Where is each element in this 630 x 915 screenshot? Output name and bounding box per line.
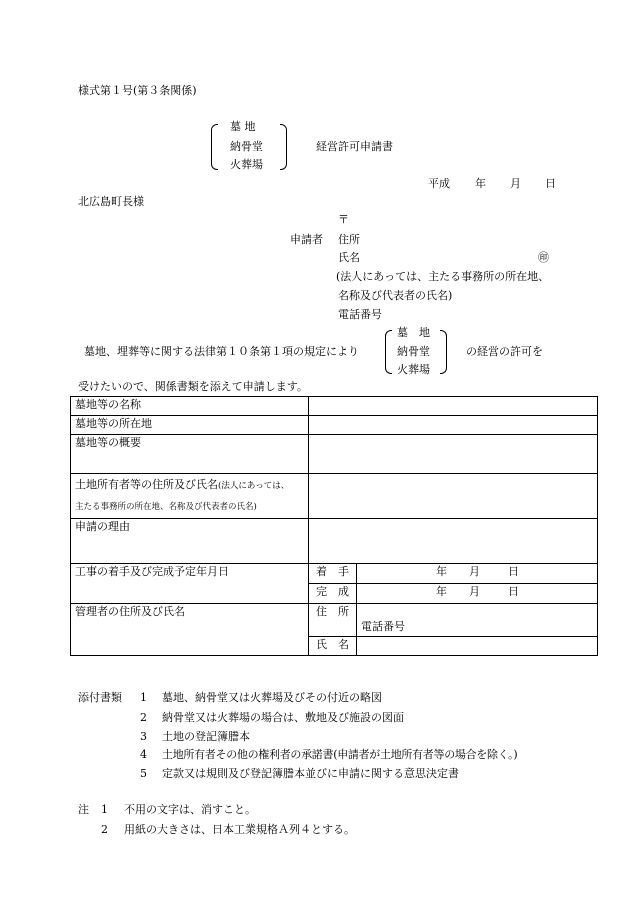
cell-name-value[interactable] xyxy=(309,397,598,416)
attachment-num: 2 xyxy=(140,711,147,724)
attachment-item: 土地の登記簿謄本 xyxy=(162,730,250,743)
attachment-num: 1 xyxy=(140,691,147,704)
complete-date-cell[interactable] xyxy=(357,584,598,604)
body-text-after: の経営の許可を xyxy=(466,345,543,358)
attachment-num: 3 xyxy=(140,730,147,743)
table-row xyxy=(71,416,598,435)
applicant-note-line2: 名称及び代表者の氏名) xyxy=(338,289,453,302)
applicant-note-line1: (法人にあっては、主たる事務所の所在地、 xyxy=(336,270,550,283)
applicant-name-label: 氏名 xyxy=(338,251,360,264)
complete-day: 日 xyxy=(508,585,519,598)
cell-owner-value[interactable] xyxy=(309,474,598,519)
row-label-name: 墓地等の名称 xyxy=(71,397,309,416)
row-label-location: 墓地等の所在地 xyxy=(71,416,309,435)
complete-label: 完 成 xyxy=(309,584,357,604)
manager-address-label: 住 所 xyxy=(309,604,357,637)
manager-name-cell[interactable] xyxy=(357,637,598,656)
row-label-manager: 管理者の住所及び氏名 xyxy=(71,604,309,656)
date-era: 平成 xyxy=(428,177,450,190)
application-table xyxy=(70,396,598,656)
table-row xyxy=(71,519,598,564)
note-num: 2 xyxy=(101,823,108,836)
complete-month: 月 xyxy=(469,585,480,598)
row-label-reason: 申請の理由 xyxy=(71,519,309,564)
body-text-before: 墓地、埋葬等に関する法律第１０条第１項の規定により xyxy=(84,345,359,358)
attachment-item: 墓地、納骨堂又は火葬場及びその付近の略図 xyxy=(162,691,382,704)
attachment-num: 5 xyxy=(140,767,147,780)
applicant-phone-label: 電話番号 xyxy=(338,308,382,321)
body-text-line2: 受けたいので、関係書類を添えて申請します。 xyxy=(78,380,308,393)
addressee: 北広島町長様 xyxy=(78,195,144,208)
cell-location-value[interactable] xyxy=(309,416,598,435)
manager-name-label: 氏 名 xyxy=(309,637,357,656)
note-item: 不用の文字は、消すこと。 xyxy=(124,803,256,816)
body-option-ossuary: 納骨堂 xyxy=(397,345,430,358)
start-day: 日 xyxy=(508,565,519,578)
attachment-item: 納骨堂又は火葬場の場合は、敷地及び施設の図面 xyxy=(162,711,404,724)
title-option-ossuary: 納骨堂 xyxy=(230,140,263,153)
body-option-crematorium: 火葬場 xyxy=(397,363,430,376)
postal-mark: 〒 xyxy=(338,213,349,226)
note-num: 1 xyxy=(101,803,108,816)
start-label: 着 手 xyxy=(309,564,357,584)
date-day: 日 xyxy=(545,177,556,190)
manager-phone-label: 電話番号 xyxy=(361,620,405,633)
table-row xyxy=(71,564,598,584)
complete-year: 年 xyxy=(436,585,447,598)
table-row xyxy=(71,604,598,637)
row-label-schedule: 工事の着手及び完成予定年月日 xyxy=(71,564,309,604)
notes-label: 注 xyxy=(78,803,89,816)
date-month: 月 xyxy=(510,177,521,190)
table-row xyxy=(71,474,598,519)
start-year: 年 xyxy=(436,565,447,578)
owner-note-text1: (法人にあっては、 xyxy=(218,481,290,491)
row-label-overview: 墓地等の概要 xyxy=(71,435,309,474)
form-number-label: 様式第１号(第３条関係) xyxy=(78,84,197,97)
body-option-cemetery: 墓 地 xyxy=(397,326,430,339)
start-month: 月 xyxy=(469,565,480,578)
owner-note-text2: 主たる事務所の所在地、名称及び代表者の氏名) xyxy=(75,502,257,512)
attachments-label: 添付書類 xyxy=(78,691,122,704)
row-label-owner xyxy=(71,474,309,519)
date-year: 年 xyxy=(475,177,486,190)
manager-address-cell[interactable] xyxy=(357,604,598,637)
title-option-cemetery: 墓 地 xyxy=(230,120,256,133)
cell-reason-value[interactable] xyxy=(309,519,598,564)
note-item: 用紙の大きさは、日本工業規格Ａ列４とする。 xyxy=(124,823,355,836)
seal-icon: ㊞ xyxy=(538,251,549,264)
document-title: 経営許可申請書 xyxy=(316,140,393,153)
attachment-item: 土地所有者その他の権利者の承諾書(申請者が土地所有者等の場合を除く。) xyxy=(162,748,518,761)
applicant-address-label: 住所 xyxy=(338,233,360,246)
cell-overview-value[interactable] xyxy=(309,435,598,474)
title-option-crematorium: 火葬場 xyxy=(230,158,263,171)
start-date-cell[interactable] xyxy=(357,564,598,584)
attachment-item: 定款又は規則及び登記簿謄本並びに申請に関する意思決定書 xyxy=(162,767,459,780)
owner-main-text: 土地所有者等の住所及び氏名 xyxy=(75,478,218,491)
attachment-num: 4 xyxy=(140,748,147,761)
table-row xyxy=(71,435,598,474)
applicant-label: 申請者 xyxy=(290,233,323,246)
table-row xyxy=(71,397,598,416)
